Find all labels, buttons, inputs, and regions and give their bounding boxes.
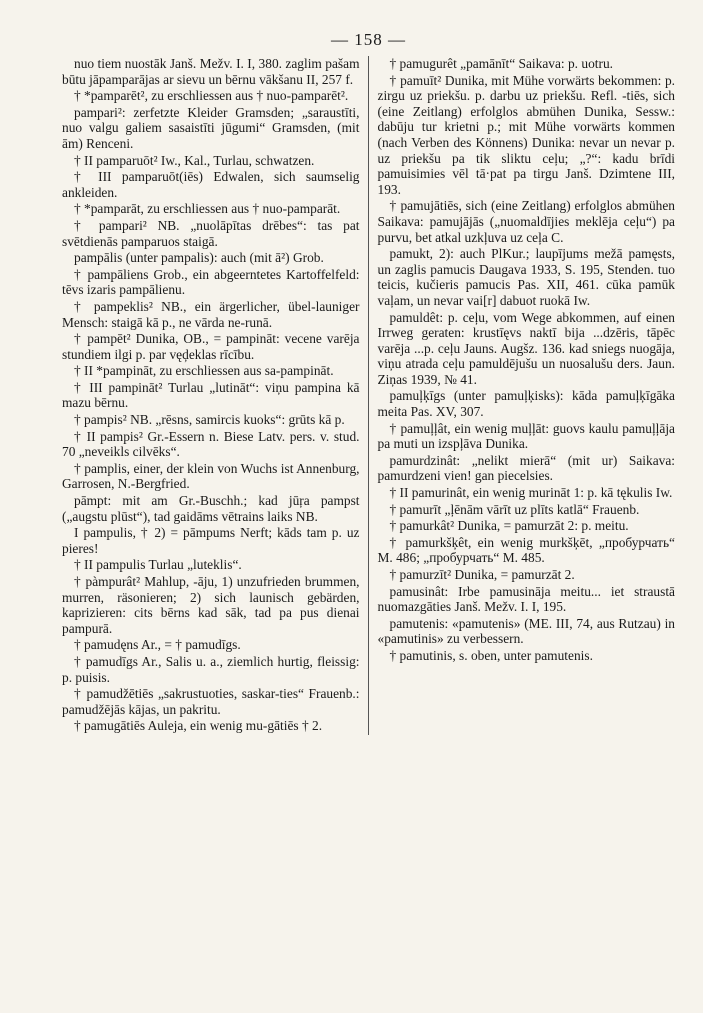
dictionary-entry: † II pamparuōt² Iw., Kal., Turlau, schwatzen. — [74, 152, 315, 168]
dictionary-entry: † pamuļļât, ein wenig muļļāt: guovs kaulu pamuļļāja pa muti un izspļāva Dunika. — [377, 420, 675, 452]
dictionary-entry: † pamurkšķêt, ein wenig murkšķēt, „пробурчать“ M. 486; „пробурчать“ M. 485. — [377, 534, 675, 566]
dictionary-entry: pamukt, 2): auch PlKur.; laupījums mežā pamęsts, un zaglis pamucis Daugava 1933, S. 195, Stenden. tuo teicis, kučieris pamucis Pas. XII, 461. cūka pamūk vaļam, un nevar vai[r] dabuot ruokā Iw. — [377, 246, 675, 308]
page-number: — 158 — — [331, 30, 406, 49]
dictionary-entry: † II pampis² Gr.-Essern n. Biese Latv. pers. v. stud. 70 „neveikls cilvēks“. — [62, 428, 360, 460]
dictionary-entry: pamuldêt: p. ceļu, vom Wege abkommen, auf einen Irrweg geraten: krustīęvs naktī bija ...dzēris, tāpēc varēja ...p. ceļu Jauns. Augšz. 136. kad sniegs nuogāja, viņu atrada ceļu pamuldējušu un nuosalušu ders. Jaun. Ziņas 1939, № 41. — [377, 309, 675, 387]
dictionary-entry: pamusinât: Irbe pamusināja meitu... iet straustā nuomazgāties Janš. Mežv. I. I, 195. — [377, 583, 675, 615]
dictionary-entry: pamuļķīgs (unter pamuļķisks): kāda pamuļķīgāka meita Pas. XV, 307. — [377, 388, 675, 420]
dictionary-entry: † pamutinis, s. oben, unter pamutenis. — [389, 647, 593, 663]
dictionary-entry: † pamplis, einer, der klein von Wuchs ist Annenburg, Garrosen, N.-Bergfried. — [62, 460, 360, 492]
dictionary-entry: † pàmpurât² Mahlup, -āju, 1) unzufrieden brummen, murren, räsonieren; 2) sich launisch gebärden, kaprizieren: cits bērns kad sāk, tad pa pus dienai pampurā. — [62, 574, 360, 636]
dictionary-entry: † pamugurêt „pamānīt“ Saikava: p. uotru. — [389, 56, 613, 71]
dictionary-entry: † III pamparuōt(iēs) Edwalen, sich saumselig ankleiden. — [62, 169, 360, 200]
dictionary-entry: † III pampināt² Turlau „lutināt“: viņu pampina kā mazu bērnu. — [62, 379, 360, 411]
dictionary-entry: nuo tiem nuostāk Janš. Mežv. I. I, 380. zaglim pašam būtu jāpamparājas ar sievu un bērnu vākšanu II, 257 f. — [62, 56, 360, 87]
dictionary-entry: † pamuīt² Dunika, mit Mühe vorwärts bekommen: p. zirgu uz priekšu. p. darbu uz priekšu. Refl. -tiēs, sich (eine Zeitlang) erfolglos abmühen Dunika, Sessw.: dabūju tur krietni p.; mit Mühe vorwärts kommen (nach Verben des Könnens) Dunika: nevar un nevar p. uz priekšu pa tik sliktu ceļu; „?“: kadu brīdi pamuisimies vēl tā·pat pa tirgu Janš. Dzimtene III, 193. — [377, 72, 675, 197]
dictionary-entry: † pampari² NB. „nuolāpītas drēbes“: tas pat svētdienās pamparuos staigā. — [62, 217, 360, 249]
dictionary-entry: † pampeklis² NB., ein ärgerlicher, übel-launiger Mensch: staigā kā p., ne vārda ne-runā. — [62, 298, 360, 330]
dictionary-entry: † pamudžētiēs „sakrustuoties, saskar-ties“ Frauenb.: pamudžējās kājas, un pakritu. — [62, 686, 360, 717]
dictionary-entry: pāmpt: mit am Gr.-Buschh.; kad jūŗa pampst („augstu plūst“), tad gaidāms vētrains laiks NB. — [62, 493, 360, 524]
dictionary-entry: † pampāliens Grob., ein abgeerntetes Kartoffelfeld: tēvs izaris pampālienu. — [62, 266, 360, 298]
right-column — [368, 56, 676, 735]
dictionary-entry: † pampis² NB. „rēsns, samircis kuoks“: grūts kā p. — [74, 412, 345, 428]
dictionary-entry: † pamugātiēs Auleja, ein wenig mu-gātiēs † 2. — [74, 718, 323, 734]
dictionary-entry: † II *pampināt, zu erschliessen aus sa-pampināt. — [74, 363, 334, 379]
dictionary-entry: † pamurīt „ļēnām vārīt uz plīts katlā“ Frauenb. — [389, 501, 640, 517]
dictionary-entry: † *pamparāt, zu erschliessen aus † nuo-pamparāt. — [74, 201, 341, 217]
dictionary-entry: † *pamparēt², zu erschliessen aus † nuo-pamparēt². — [74, 88, 349, 104]
dictionary-entry: † II pamurinât, ein wenig murināt 1: p. kā tękulis Iw. — [389, 485, 673, 501]
dictionary-entry: † II pampulis Turlau „luteklis“. — [74, 557, 242, 573]
columns — [62, 56, 675, 735]
dictionary-entry: pamurdzinât: „nelikt mierā“ (mit ur) Saikava: pamurdzeni vien! gan piecelsies. — [377, 452, 675, 484]
dictionary-entry: pampari²: zerfetzte Kleider Gramsden; „saraustīti, nuo valgu galiem sasaistīti jūgumi“ Gramsden, (mit ām) Renceni. — [62, 104, 360, 151]
dictionary-entry: pampālis (unter pampalis): auch (mit ā²) Grob. — [74, 250, 324, 266]
dictionary-entry: † pamujātiēs, sich (eine Zeitlang) erfolglos abmühen Saikava: pamujājās („nuomaldījies meklēja ceļu“) pa purvu, bet atkal uzkļuva uz ceļa C. — [377, 198, 675, 245]
dictionary-entry: pamutenis: «pamutenis» (ME. III, 74, aus Rutzau) in «pamutinis» zu verbessern. — [377, 615, 675, 647]
dictionary-entry: † pamurkât² Dunika, = pamurzāt 2: p. meitu. — [389, 518, 629, 534]
left-column — [62, 56, 368, 735]
dictionary-entry: † pamudīgs Ar., Salis u. a., ziemlich hurtig, fleissig: p. puisis. — [62, 653, 360, 685]
dictionary-entry: † pampēt² Dunika, OB., = pampināt: vecene varēja stundiem ilgi p. par vęḑeklas rīcību. — [62, 331, 360, 362]
dictionary-entry: I pampulis, † 2) = pāmpums Nerft; kāds tam p. uz pieres! — [62, 525, 360, 556]
dictionary-entry: † pamurzīt² Dunika, = pamurzāt 2. — [389, 567, 575, 582]
dictionary-entry: † pamudęns Ar., = † pamudīgs. — [74, 637, 241, 653]
